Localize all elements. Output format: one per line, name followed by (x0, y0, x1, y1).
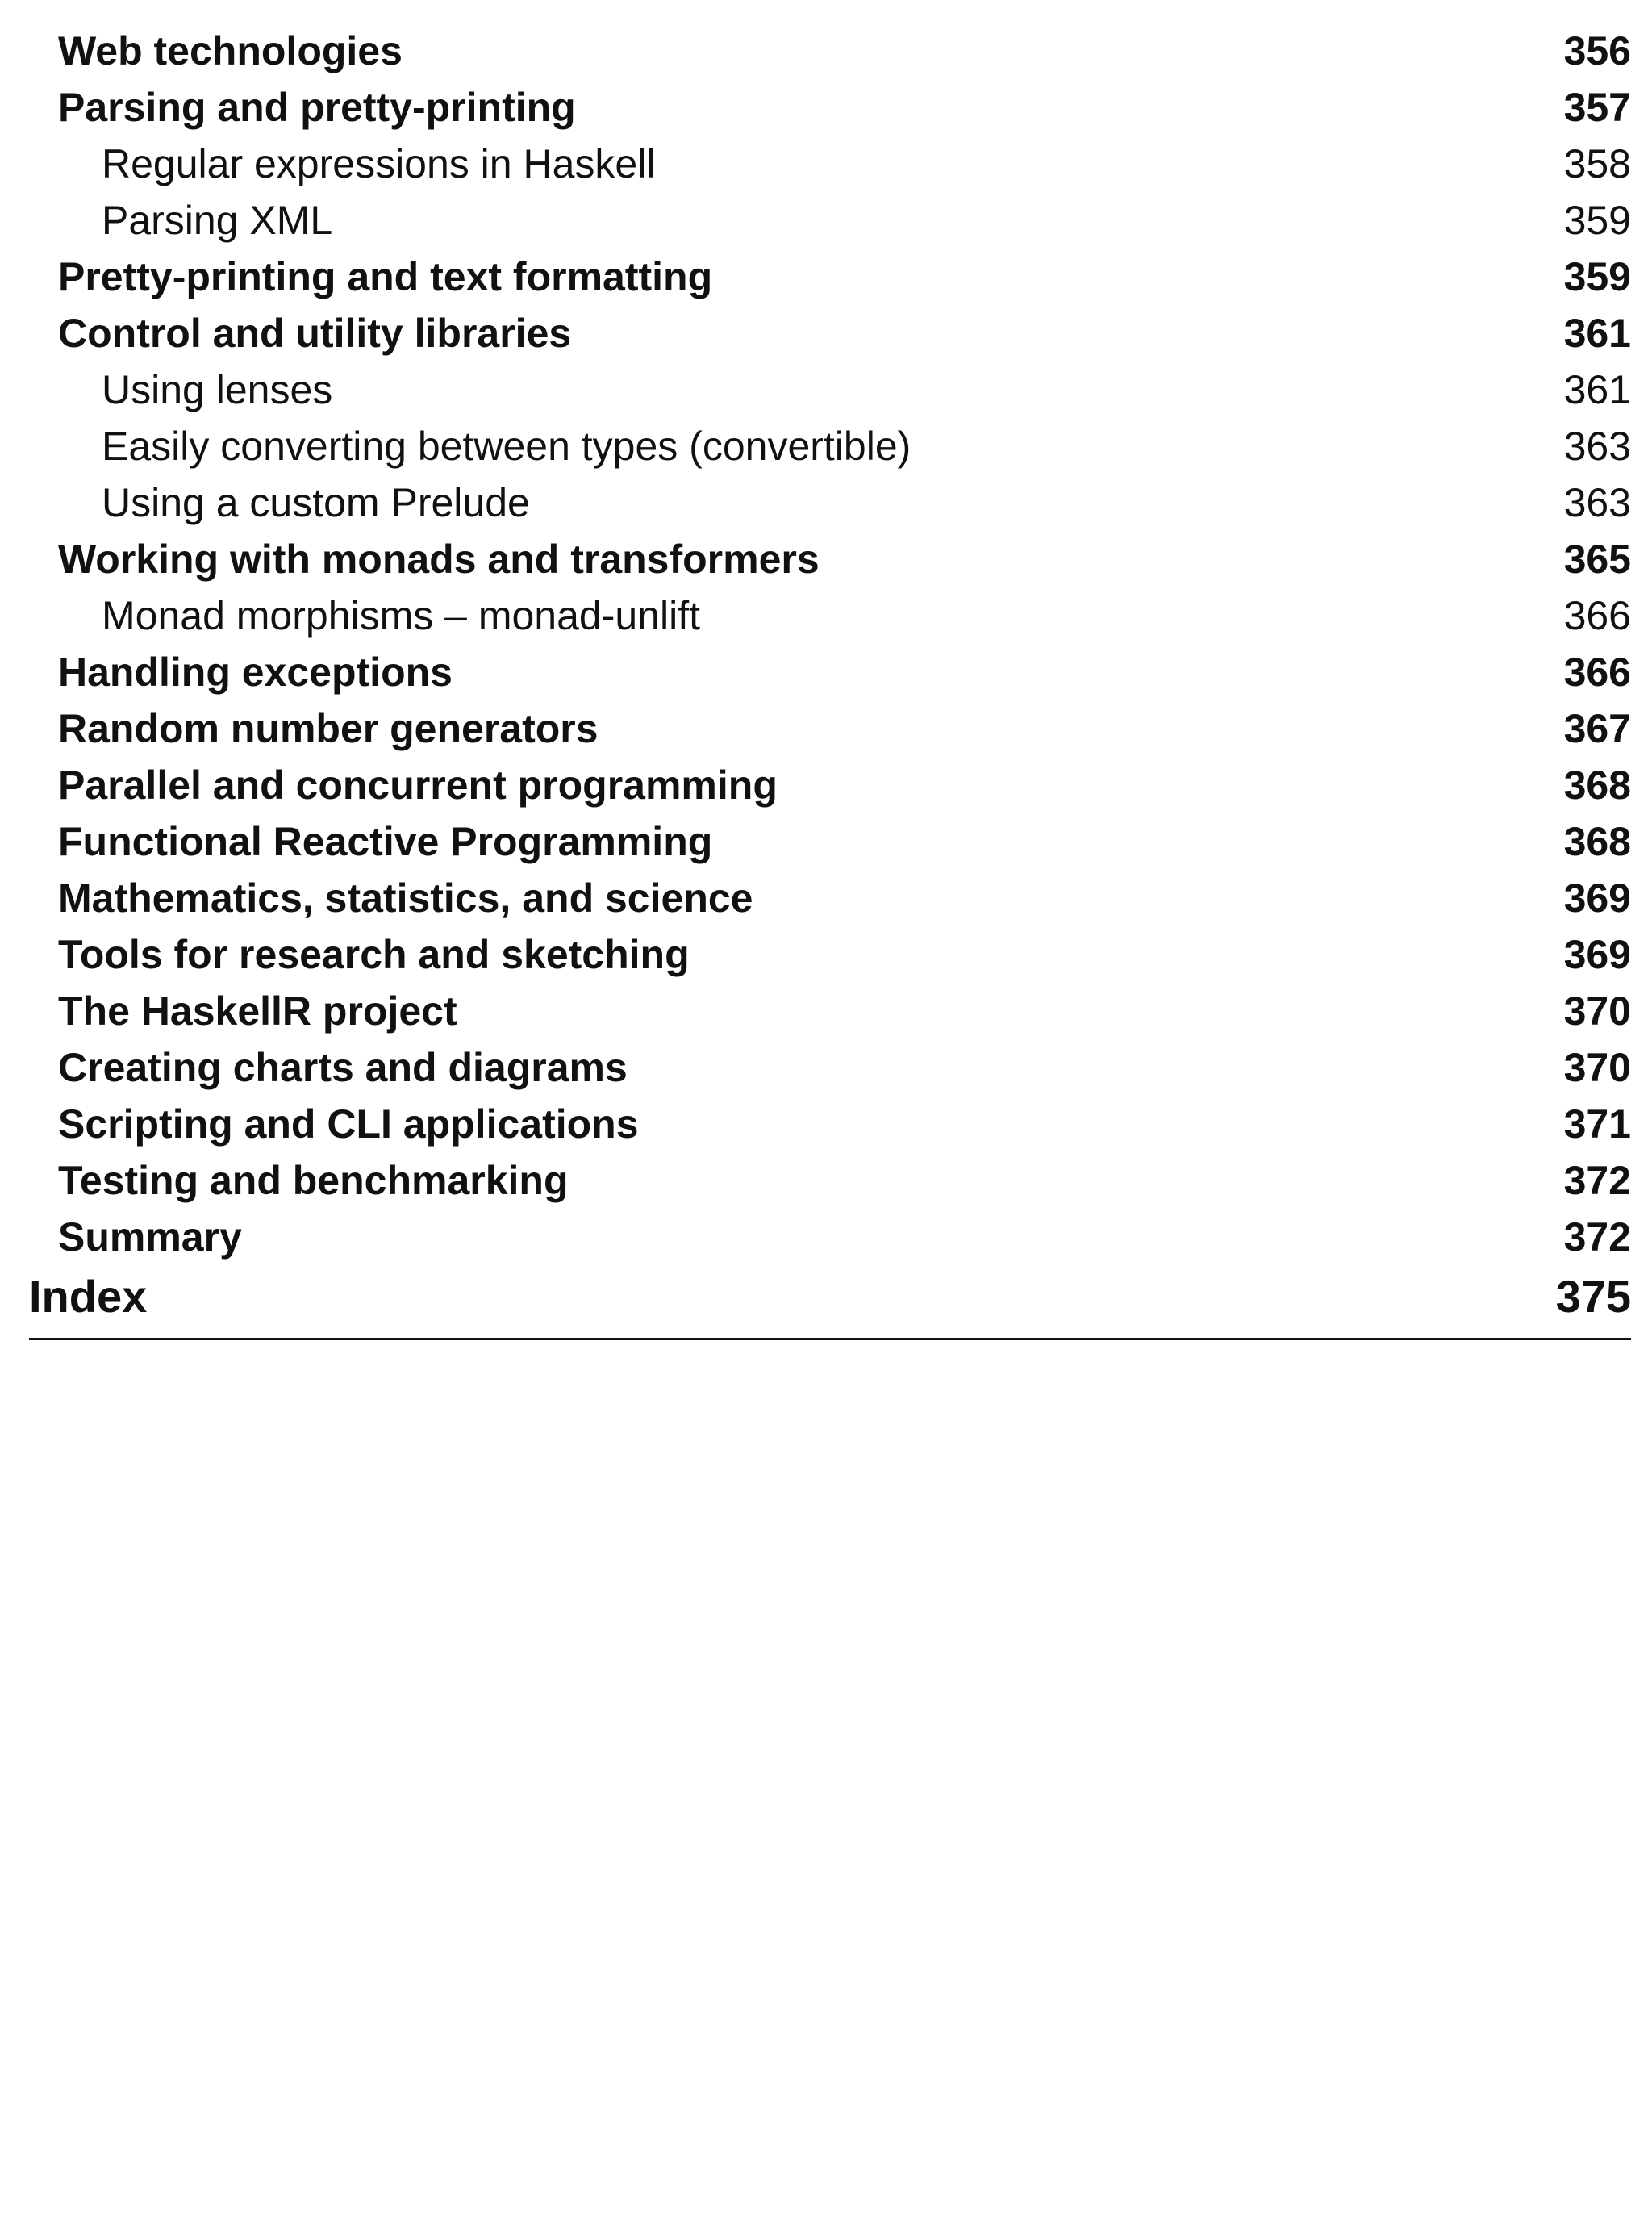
toc-entry-title: Using a custom Prelude (102, 480, 530, 525)
toc-entry-page-number: 372 (1563, 1158, 1631, 1203)
toc-section-entry (29, 983, 1631, 1039)
toc-entry-title: Parallel and concurrent programming (58, 763, 778, 808)
toc-entry-title: Functional Reactive Programming (58, 819, 713, 864)
toc-chapter-entry (29, 1265, 1631, 1340)
toc-entry-title: Regular expressions in Haskell (102, 141, 656, 186)
toc-entry-page-number: 361 (1563, 311, 1631, 356)
toc-entry-page-number: 366 (1563, 650, 1631, 695)
toc-entry-title: Pretty-printing and text formatting (58, 254, 713, 299)
toc-entry-page-number: 366 (1563, 593, 1631, 638)
toc-section-entry (29, 531, 1631, 587)
toc-entry-title: Summary (58, 1214, 242, 1260)
toc-subsection-entry (29, 136, 1631, 192)
toc-entry-page-number: 359 (1563, 254, 1631, 299)
toc-entry-title: Random number generators (58, 706, 599, 751)
toc-entry-title: Using lenses (102, 367, 333, 412)
toc-section-entry (29, 79, 1631, 136)
toc-entry-page-number: 375 (1555, 1271, 1631, 1322)
table-of-contents (29, 23, 1631, 1340)
toc-subsection-entry (29, 587, 1631, 644)
toc-entry-page-number: 357 (1563, 85, 1631, 130)
toc-section-entry (29, 23, 1631, 79)
toc-entry-title: Control and utility libraries (58, 311, 572, 356)
toc-section-entry (29, 757, 1631, 813)
toc-subsection-entry (29, 192, 1631, 249)
toc-entry-title: Creating charts and diagrams (58, 1045, 628, 1090)
toc-entry-title: Mathematics, statistics, and science (58, 875, 753, 921)
toc-entry-page-number: 368 (1563, 819, 1631, 864)
toc-section-entry (29, 870, 1631, 926)
toc-entry-page-number: 356 (1563, 28, 1631, 73)
toc-section-entry (29, 305, 1631, 361)
toc-section-entry (29, 700, 1631, 757)
toc-entry-title: Tools for research and sketching (58, 932, 690, 977)
toc-entry-title: Handling exceptions (58, 650, 453, 695)
toc-section-entry (29, 813, 1631, 870)
toc-section-entry (29, 644, 1631, 700)
toc-entry-title: Monad morphisms – monad-unlift (102, 593, 700, 638)
toc-entry-page-number: 369 (1563, 932, 1631, 977)
toc-entry-page-number: 358 (1563, 141, 1631, 186)
toc-entry-title: Easily converting between types (convertible) (102, 424, 912, 469)
toc-entry-page-number: 361 (1563, 367, 1631, 412)
toc-entry-page-number: 372 (1563, 1214, 1631, 1260)
toc-entry-title: Parsing XML (102, 198, 333, 243)
toc-section-entry (29, 926, 1631, 983)
toc-entry-page-number: 370 (1563, 988, 1631, 1034)
toc-entry-page-number: 368 (1563, 763, 1631, 808)
toc-section-entry (29, 1152, 1631, 1209)
toc-entry-page-number: 363 (1563, 424, 1631, 469)
toc-entry-page-number: 365 (1563, 537, 1631, 582)
toc-section-entry (29, 1039, 1631, 1096)
toc-entry-page-number: 371 (1563, 1101, 1631, 1147)
toc-subsection-entry (29, 474, 1631, 531)
toc-subsection-entry (29, 361, 1631, 418)
toc-entry-page-number: 363 (1563, 480, 1631, 525)
toc-section-entry (29, 1096, 1631, 1152)
toc-section-entry (29, 249, 1631, 305)
toc-entry-page-number: 367 (1563, 706, 1631, 751)
toc-entry-title: The HaskellR project (58, 988, 457, 1034)
toc-entry-title: Scripting and CLI applications (58, 1101, 639, 1147)
toc-entry-title: Web technologies (58, 28, 403, 73)
toc-entry-title: Index (29, 1271, 148, 1322)
toc-entry-page-number: 359 (1563, 198, 1631, 243)
toc-entry-page-number: 370 (1563, 1045, 1631, 1090)
toc-entry-page-number: 369 (1563, 875, 1631, 921)
toc-entry-title: Testing and benchmarking (58, 1158, 569, 1203)
toc-entry-title: Working with monads and transformers (58, 537, 820, 582)
toc-section-entry (29, 1209, 1631, 1265)
toc-entry-title: Parsing and pretty-printing (58, 85, 576, 130)
toc-subsection-entry (29, 418, 1631, 474)
